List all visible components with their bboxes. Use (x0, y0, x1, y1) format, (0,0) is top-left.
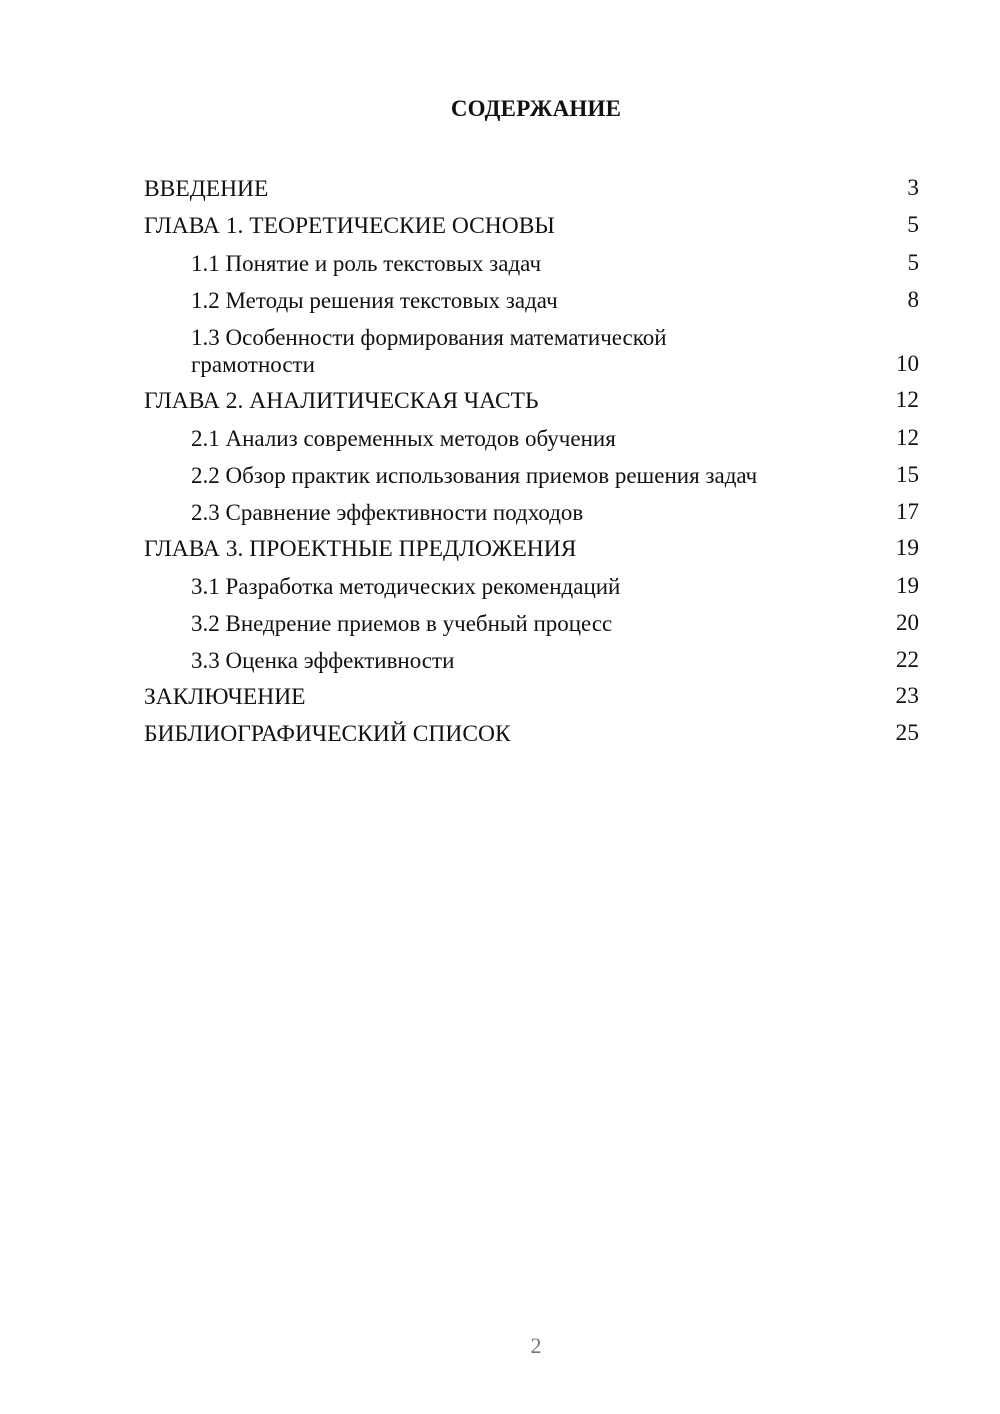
toc-entry-section-3-1[interactable] (144, 563, 919, 600)
toc-entry-title: ГЛАВА 2. АНАЛИТИЧЕСКАЯ ЧАСТЬ (144, 388, 539, 414)
toc-entry-section-3-2[interactable] (144, 600, 919, 637)
toc-entry-page: 17 (896, 499, 919, 524)
page-number: 2 (530, 1333, 542, 1358)
toc-entry-title: 1.3 Особенности формирования математической грамотности (191, 325, 667, 377)
toc-entry-title: 1.1 Понятие и роль текстовых задач (191, 251, 542, 276)
toc-entry-page: 15 (896, 462, 919, 487)
toc-entry-title: ГЛАВА 1. ТЕОРЕТИЧЕСКИЕ ОСНОВЫ (144, 213, 555, 239)
toc-entry-page: 25 (895, 720, 919, 746)
toc-entry-title: БИБЛИОГРАФИЧЕСКИЙ СПИСОК (144, 721, 511, 747)
toc-entry-section-1-1[interactable] (144, 240, 919, 277)
toc-entry-title: 1.2 Методы решения текстовых задач (191, 288, 558, 313)
toc-entry-title: 3.3 Оценка эффективности (191, 648, 455, 673)
toc-entry-title: 3.1 Разработка методических рекомендаций (191, 574, 621, 599)
toc-entry-page: 22 (896, 647, 919, 672)
toc-entry-introduction[interactable] (144, 166, 919, 203)
toc-entry-conclusion[interactable] (144, 674, 919, 711)
toc-entry-section-1-2[interactable] (144, 277, 919, 314)
toc-entry-chapter-1[interactable] (144, 203, 919, 240)
toc-entry-page: 8 (907, 287, 919, 312)
toc-entry-section-1-3[interactable] (144, 314, 919, 378)
toc-entry-page: 23 (895, 683, 919, 709)
toc-entry-chapter-3[interactable] (144, 526, 919, 563)
toc-entry-title: 2.1 Анализ современных методов обучения (191, 426, 616, 451)
toc-entry-title: ВВЕДЕНИЕ (144, 176, 269, 202)
toc-entry-title: ГЛАВА 3. ПРОЕКТНЫЕ ПРЕДЛОЖЕНИЯ (144, 536, 577, 562)
toc-entry-title: 3.2 Внедрение приемов в учебный процесс (191, 611, 613, 636)
toc-entry-page: 10 (896, 351, 919, 376)
toc-entry-section-2-2[interactable] (144, 452, 919, 489)
toc-entry-title: 2.3 Сравнение эффективности подходов (191, 500, 584, 525)
toc-entry-section-2-1[interactable] (144, 415, 919, 452)
table-of-contents (144, 166, 919, 748)
toc-entry-page: 12 (896, 425, 919, 450)
toc-entry-section-2-3[interactable] (144, 489, 919, 526)
toc-entry-page: 5 (907, 212, 919, 238)
toc-entry-page: 19 (896, 573, 919, 598)
toc-entry-page: 20 (896, 610, 919, 635)
toc-entry-page: 3 (907, 175, 919, 201)
page-title: СОДЕРЖАНИЕ (450, 96, 622, 121)
toc-entry-section-3-3[interactable] (144, 637, 919, 674)
toc-entry-title: 2.2 Обзор практик использования приемов решения задач (191, 463, 758, 488)
toc-entry-page: 19 (895, 535, 919, 561)
toc-entry-title: ЗАКЛЮЧЕНИЕ (144, 684, 306, 710)
toc-entry-bibliography[interactable] (144, 711, 919, 748)
toc-entry-chapter-2[interactable] (144, 378, 919, 415)
toc-entry-page: 5 (907, 250, 919, 275)
toc-entry-page: 12 (895, 387, 919, 413)
